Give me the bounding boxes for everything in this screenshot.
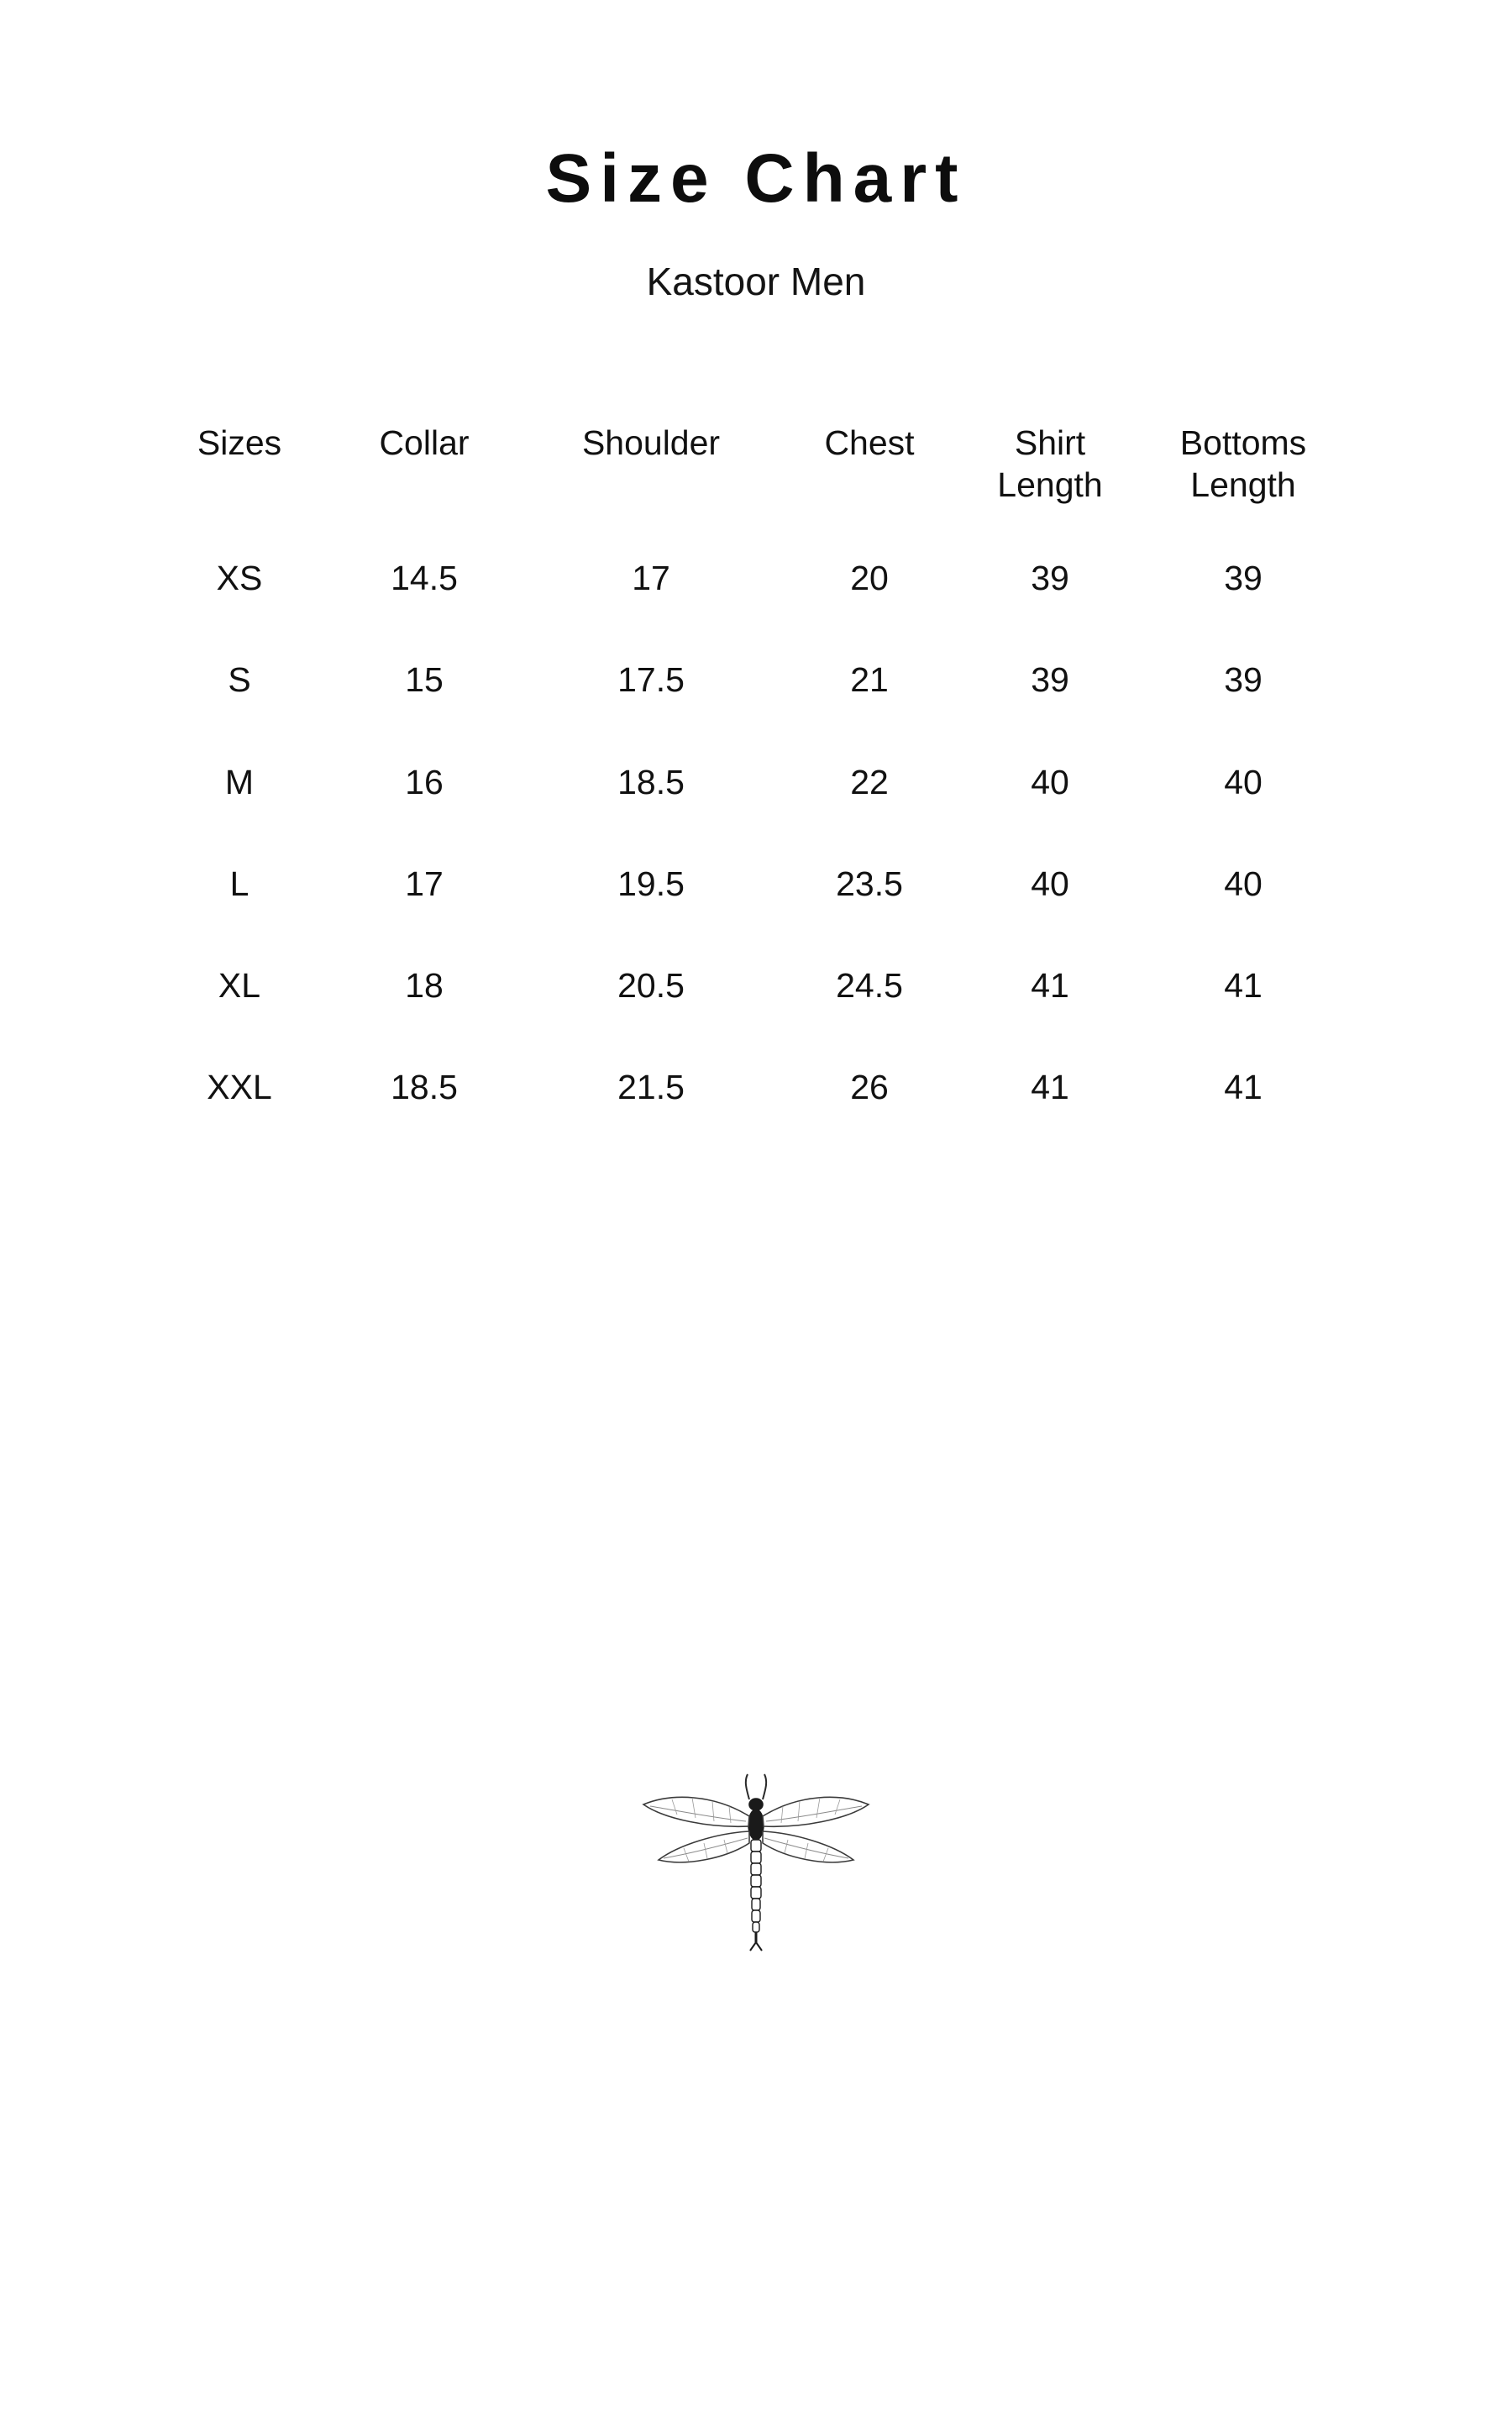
cell-shoulder: 20.5 <box>617 965 685 1005</box>
cell-collar: 14.5 <box>391 559 458 598</box>
cell-collar: 16 <box>405 762 444 801</box>
table-row <box>160 935 1352 1037</box>
table-header-row <box>160 422 1352 528</box>
cell-chest: 20 <box>850 559 889 598</box>
cell-shirt-length: 40 <box>1031 762 1069 801</box>
cell-chest: 21 <box>850 660 889 700</box>
column-header-collar: Collar <box>379 423 470 463</box>
table-row <box>160 732 1352 833</box>
page-subtitle: Kastoor Men <box>646 260 866 304</box>
cell-chest: 23.5 <box>836 864 903 903</box>
column-header-shirt-length: Shirt Length <box>997 423 1103 505</box>
cell-collar: 17 <box>405 864 444 903</box>
cell-bottoms-length: 41 <box>1224 965 1263 1005</box>
cell-chest: 24.5 <box>836 965 903 1005</box>
cell-size: S <box>228 660 251 700</box>
cell-size: XXL <box>207 1068 272 1107</box>
table-row <box>160 1037 1352 1138</box>
cell-size: L <box>229 864 249 903</box>
cell-shirt-length: 39 <box>1031 559 1069 598</box>
table-row <box>160 629 1352 731</box>
dragonfly-icon <box>622 1764 890 2016</box>
logo-container <box>0 1764 1512 2016</box>
cell-bottoms-length: 39 <box>1224 559 1263 598</box>
cell-chest: 22 <box>850 762 889 801</box>
cell-shirt-length: 41 <box>1031 965 1069 1005</box>
cell-collar: 18 <box>405 965 444 1005</box>
column-header-shoulder: Shoulder <box>581 423 721 463</box>
cell-shirt-length: 41 <box>1031 1068 1069 1107</box>
cell-bottoms-length: 40 <box>1224 864 1263 903</box>
table-row <box>160 528 1352 629</box>
cell-bottoms-length: 39 <box>1224 660 1263 700</box>
size-table <box>160 422 1352 1138</box>
cell-size: XS <box>216 559 263 598</box>
cell-bottoms-length: 41 <box>1224 1068 1263 1107</box>
size-table-container <box>0 422 1512 1138</box>
cell-collar: 18.5 <box>391 1068 458 1107</box>
cell-collar: 15 <box>405 660 444 700</box>
cell-size: XL <box>218 965 261 1005</box>
table-header <box>160 422 1352 528</box>
cell-chest: 26 <box>850 1068 889 1107</box>
column-header-chest: Chest <box>824 423 915 463</box>
cell-bottoms-length: 40 <box>1224 762 1263 801</box>
table-row <box>160 833 1352 935</box>
cell-shoulder: 18.5 <box>617 762 685 801</box>
cell-shirt-length: 39 <box>1031 660 1069 700</box>
column-header-sizes: Sizes <box>197 423 282 463</box>
cell-shoulder: 17.5 <box>617 660 685 700</box>
cell-size: M <box>224 762 255 801</box>
cell-shoulder: 21.5 <box>617 1068 685 1107</box>
size-chart-page <box>0 140 1512 2411</box>
table-body <box>160 528 1352 1138</box>
page-title: Size Chart <box>545 140 967 217</box>
cell-shoulder: 17 <box>632 559 670 598</box>
cell-shirt-length: 40 <box>1031 864 1069 903</box>
cell-shoulder: 19.5 <box>617 864 685 903</box>
column-header-bottoms-length: Bottoms Length <box>1179 423 1307 505</box>
